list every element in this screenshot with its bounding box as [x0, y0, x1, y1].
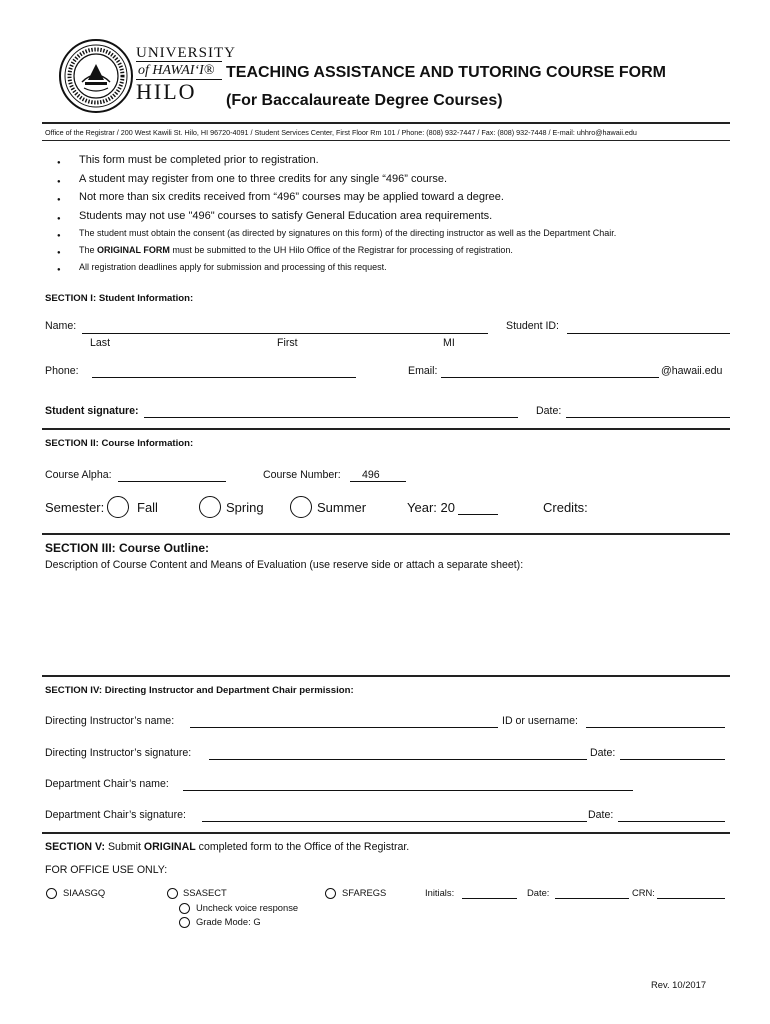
section1-heading: SECTION I: Student Information:: [45, 293, 194, 304]
instructor-date-field[interactable]: [620, 759, 725, 760]
summer-label: Summer: [317, 500, 367, 515]
list-item: ● Students may not use "496" courses to satisfy General Education area requirements.: [45, 208, 616, 227]
course-alpha-field[interactable]: [118, 481, 226, 482]
crn-label: CRN:: [632, 887, 655, 898]
student-id-label: Student ID:: [506, 320, 559, 332]
student-id-field[interactable]: [567, 333, 730, 334]
form-title: TEACHING ASSISTANCE AND TUTORING COURSE FORM: [226, 64, 667, 81]
course-description-area[interactable]: [45, 576, 730, 670]
spring-label: Spring: [226, 500, 264, 515]
credits-label: Credits:: [543, 500, 588, 515]
section-divider: [42, 428, 730, 430]
email-field[interactable]: [441, 377, 659, 378]
course-number-value: 496: [362, 469, 380, 481]
section-divider: [42, 832, 730, 834]
revision-label: Rev. 10/2017: [651, 979, 707, 990]
uncheck-voice-label: Uncheck voice response: [196, 902, 299, 913]
student-signature-field[interactable]: [144, 417, 518, 418]
sfaregs-label: SFAREGS: [342, 887, 387, 898]
instructor-name-label: Directing Instructor’s name:: [45, 715, 175, 727]
summer-radio[interactable]: [290, 496, 312, 518]
office-date-field[interactable]: [555, 898, 629, 899]
instructor-date-label: Date:: [590, 747, 616, 759]
uncheck-voice-checkbox[interactable]: [179, 903, 190, 914]
list-item: ● All registration deadlines apply for submission and processing of this request.: [45, 260, 616, 277]
chair-date-field[interactable]: [618, 821, 725, 822]
wordmark-line2: of HAWAIʻI®: [136, 61, 222, 80]
section4-heading: SECTION IV: Directing Instructor and Department Chair permission:: [45, 685, 354, 696]
name-label: Name:: [45, 320, 77, 332]
year-label: Year: 20: [407, 500, 455, 515]
form-subtitle: (For Baccalaureate Degree Courses): [226, 92, 503, 109]
header-divider: [42, 122, 730, 124]
office-use-label: FOR OFFICE USE ONLY:: [45, 864, 168, 876]
mi-label: MI: [443, 337, 455, 349]
initials-field[interactable]: [462, 898, 517, 899]
course-alpha-label: Course Alpha:: [45, 469, 112, 481]
wordmark-line1: UNIVERSITY: [136, 45, 236, 61]
list-item: ● The student must obtain the consent (as directed by signatures on this form) of the directing instructor as well as the Department Chair.: [45, 226, 616, 243]
course-description-label: Description of Course Content and Means of Evaluation (use reserve side or attach a separate sheet):: [45, 559, 524, 571]
initials-label: Initials:: [425, 887, 455, 898]
instructor-signature-label: Directing Instructor’s signature:: [45, 747, 192, 759]
office-date-label: Date:: [527, 887, 550, 898]
chair-name-label: Department Chair’s name:: [45, 778, 169, 790]
fall-radio[interactable]: [107, 496, 129, 518]
phone-field[interactable]: [92, 377, 356, 378]
section-divider: [42, 533, 730, 535]
instructor-signature-field[interactable]: [209, 759, 587, 760]
instructor-id-field[interactable]: [586, 727, 725, 728]
grade-mode-label: Grade Mode: G: [196, 916, 261, 927]
office-divider: [42, 140, 730, 141]
fall-label: Fall: [137, 500, 158, 515]
section3-heading: SECTION III: Course Outline:: [45, 541, 210, 555]
wordmark-line3: HILO: [136, 79, 197, 104]
chair-signature-field[interactable]: [202, 821, 587, 822]
date-label: Date:: [536, 405, 562, 417]
email-label: Email:: [408, 365, 438, 377]
list-item: ● This form must be completed prior to registration.: [45, 152, 616, 171]
last-label: Last: [90, 337, 111, 349]
name-field[interactable]: [82, 333, 488, 334]
university-wordmark: [136, 46, 236, 104]
crn-field[interactable]: [657, 898, 725, 899]
ssasect-checkbox[interactable]: [167, 888, 178, 899]
list-item: ● Not more than six credits received from “496” courses may be applied toward a degree.: [45, 189, 616, 208]
chair-name-field[interactable]: [183, 790, 633, 791]
phone-label: Phone:: [45, 365, 79, 377]
office-info: Office of the Registrar / 200 West Kawili St. Hilo, HI 96720-4091 / Student Services Center, First Floor Rm 101 / Phone: (808) 932-7447 / Fax: (808) 932-7448 / E-mail: uhhro@hawaii.edu: [45, 128, 637, 137]
siaasgq-checkbox[interactable]: [46, 888, 57, 899]
siaasgq-label: SIAASGQ: [63, 887, 106, 898]
semester-label: Semester:: [45, 500, 105, 515]
instructions-list: [45, 152, 616, 277]
university-seal-icon: [58, 38, 134, 114]
sfaregs-checkbox[interactable]: [325, 888, 336, 899]
list-item: ● The ORIGINAL FORM must be submitted to the UH Hilo Office of the Registrar for processing of registration.: [45, 243, 616, 260]
spring-radio[interactable]: [199, 496, 221, 518]
instructor-id-label: ID or username:: [502, 715, 578, 727]
grade-mode-checkbox[interactable]: [179, 917, 190, 928]
student-signature-label: Student signature:: [45, 405, 139, 417]
ssasect-label: SSASECT: [183, 887, 227, 898]
course-number-field[interactable]: [350, 481, 406, 482]
email-suffix: @hawaii.edu: [661, 365, 723, 377]
section5-heading: SECTION V: Submit ORIGINAL completed form to the Office of the Registrar.: [45, 841, 410, 853]
section-divider: [42, 675, 730, 677]
instructor-name-field[interactable]: [190, 727, 498, 728]
chair-signature-label: Department Chair’s signature:: [45, 809, 186, 821]
section2-heading: SECTION II: Course Information:: [45, 438, 194, 449]
year-field[interactable]: [458, 514, 498, 515]
first-label: First: [277, 337, 298, 349]
student-date-field[interactable]: [566, 417, 730, 418]
chair-date-label: Date:: [588, 809, 614, 821]
list-item: ● A student may register from one to three credits for any single “496” course.: [45, 171, 616, 190]
course-number-label: Course Number:: [263, 469, 341, 481]
